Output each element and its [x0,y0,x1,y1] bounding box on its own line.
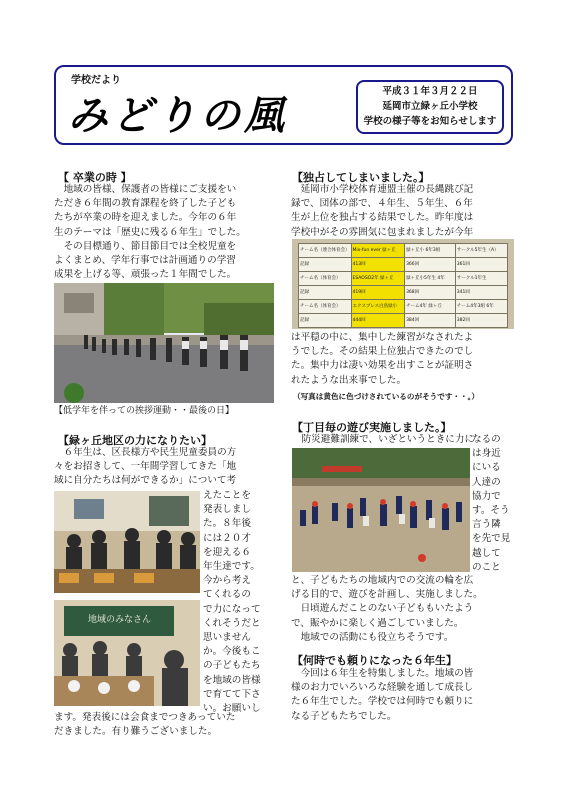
results-table-cell: チーム4年3組 6年 [455,300,507,314]
results-table-row [299,286,508,300]
text-line: 日頃遊んだことのない子どももいたよう [291,603,474,615]
text-line: 協力で [472,490,501,502]
text-line: 年生達です。 [203,561,260,573]
text-line: と、子どもたちの地域内での交流の輪を広 [291,575,474,586]
text-line: うでした。その結果上位独占できたのでし [291,346,474,358]
text-line: てくれるの [203,589,251,601]
text-line: その目標通り、節目節目では全校児童を [54,240,237,252]
results-table-cell: 記録 [299,314,352,328]
results-table-cell: サークル5年生（A） [455,244,507,258]
text-line: 地域の皆様、保護者の皆様にご支援をい [54,184,237,195]
text-line: 言う隣 [472,519,501,531]
newsletter-subtitle: 学校だより [71,75,121,86]
text-line: なる子どもたちでした。 [291,710,397,722]
photo-note: （写真は黄色に色づけされているのがそうです・・。） [293,392,480,401]
text-line: 今から考え [203,575,251,587]
text-line: 生のテーマは「歴史に残る６年生」でした。 [54,226,246,238]
text-line: で育てて下さ [203,688,261,700]
results-table-cell: エクスプレス白鳥緑小 [351,300,405,314]
results-table-cell: 368回 [405,286,456,300]
section-play-heading: 【丁目毎の遊び実施しました。】 [292,421,452,434]
text-line: で力になって [203,603,261,615]
results-table-cell: チーム名（体育会） [299,272,352,286]
section-sixth-grade-text [291,667,513,724]
results-table-cell: Mix-fun ever 緑ヶ丘 [351,244,405,258]
newsletter-title: みどりの風 [68,92,288,139]
text-line: ます。発表後には会食までつきあっていた [54,712,236,723]
section-graduation-heading: 【 卒業の時 】 [58,171,132,184]
school-name: 延岡市立緑ヶ丘小学校 [382,101,478,112]
text-line: 延岡市小学校体育連盟主催の長縄跳び記 [291,184,474,195]
photo-lunch [54,600,200,706]
text-line: た。集中力は凄い効果を出すことが証明さ [291,360,474,372]
results-table-cell: サークル1年生 [455,272,507,286]
section-community-text-end [54,711,280,739]
text-line: なるの [472,434,501,445]
text-line: 様のお力でいろいろな経験を通して成長し [291,682,474,694]
results-table-cell: 444回 [351,314,405,328]
section-play-text-wrap [472,433,514,575]
text-line: 成果を上げる等、頑張った１年間でした。 [54,269,237,281]
results-table-row [299,300,508,314]
results-table-cell: 記録 [299,258,352,272]
section-community-heading: 【緑ヶ丘地区の力になりたい】 [58,434,212,447]
text-line: の子どもたち [203,660,261,672]
results-table-row [299,244,508,258]
photo-presentation [54,491,200,593]
results-table-cell: 緑ヶ丘小 6年3組 [405,244,456,258]
text-line: だきました。有り難うございました。 [54,726,218,738]
text-line: を先で見 [472,533,511,545]
text-line: よくまとめ、学年行事では計画通りの学習 [54,255,236,267]
results-table-cell: 382回 [455,314,507,328]
section-graduation-text [54,183,276,282]
text-line: のこと [472,561,501,573]
text-line: くれそうだと [203,617,261,629]
tagline: 学校の様子等をお知らせします [363,116,497,127]
section-community-text-top [54,446,276,489]
text-line: げる目的で、遊びを計画し、実施しました。 [291,589,483,601]
text-line: 域に自分たちは何ができるか」について考 [54,475,237,487]
section-play-text-top: 防災避難訓練で、いざというときに力に [292,434,475,445]
text-line: で、賑やかに楽しく過ごしていました。 [291,617,464,629]
results-table-row [299,272,508,286]
results-table-cell: 413回 [351,258,405,272]
section-jumprope-text-after [291,331,513,388]
results-table-cell: 384回 [405,314,456,328]
results-table-cell: 366回 [405,258,456,272]
results-table-cell: チーム名（連合体育会） [299,244,352,258]
text-line: は平穏の中に、集中した練習がなされたよ [291,332,474,343]
text-line: は身近 [472,448,501,460]
text-line: たちが卒業の時を迎えました。今年の６年 [54,212,237,224]
text-line: か。今後もこ [203,646,261,658]
photo-playground [292,448,470,572]
issue-date: 平成３１年３月２２日 [382,86,478,97]
text-line: 学校中がその雰囲気に包まれましたが今年 [291,226,474,238]
section-play-text-bottom [291,574,513,645]
results-table-row [299,258,508,272]
section-community-text-wrap [203,489,279,716]
text-line: を地域の皆様 [203,674,261,686]
text-line: 今回は６年生を特集しました。地域の皆 [291,668,474,679]
blackboard-text: 地域のみなさん [88,615,152,625]
results-table-photo [292,239,514,329]
results-table-cell: ESAOSO2年 緑ヶ丘 [351,272,405,286]
text-line: 生が上位を独占する結果でした。昨年度は [291,212,474,224]
text-line: 地域での活動にも役立ちそうです。 [291,631,454,643]
section-sixth-grade-heading: 【何時でも頼りになった６年生】 [292,654,457,667]
text-line: れたような出来事でした。 [291,374,407,386]
text-line: にいる [472,462,501,474]
text-line: 越して [472,547,501,559]
results-table-cell: 記録 [299,286,352,300]
text-line: えたことを [203,490,251,501]
text-line: た。８年後 [203,518,251,530]
text-line: い。お願いし [203,703,261,715]
text-line: を迎える６ [203,546,251,558]
text-line: 思いません [203,632,251,644]
section-jumprope-text [291,183,513,240]
results-table-cell: 419回 [351,286,405,300]
results-table-row [299,314,508,328]
results-table-cell: 緑ヶ丘小5年生 4年 [405,272,456,286]
results-table-cell: 361回 [455,258,507,272]
text-line: た６年生でした。学校では何時でも頼りに [291,696,474,708]
results-table [298,243,508,328]
text-line: には２０才 [203,532,251,544]
text-line: 人達の [472,476,501,488]
photo-greeting-caption: 【低学年を伴っての挨拶運動・・最後の日】 [54,406,235,416]
text-line: 々をお招きして、一年間学習してきた「地 [54,461,237,473]
header-info-box [356,80,504,134]
section-jumprope-heading: 【独占してしまいました。】 [292,171,430,184]
text-line: 録で、団体の部で、４年生、５年生、６年 [291,198,473,210]
text-line: ただき６年間の教育課程を終了した子ども [54,198,237,210]
results-table-cell: チーム名（体育会） [299,300,352,314]
results-table-cell: 341回 [455,286,507,300]
text-line: 発表しまし [203,504,251,516]
text-line: す。そう [472,505,510,517]
text-line: ６年生は、区長様方や民生児童委員の方 [54,447,237,458]
results-table-cell: チーム4年 緑ヶ丘 [405,300,456,314]
photo-greeting-street [54,283,274,403]
